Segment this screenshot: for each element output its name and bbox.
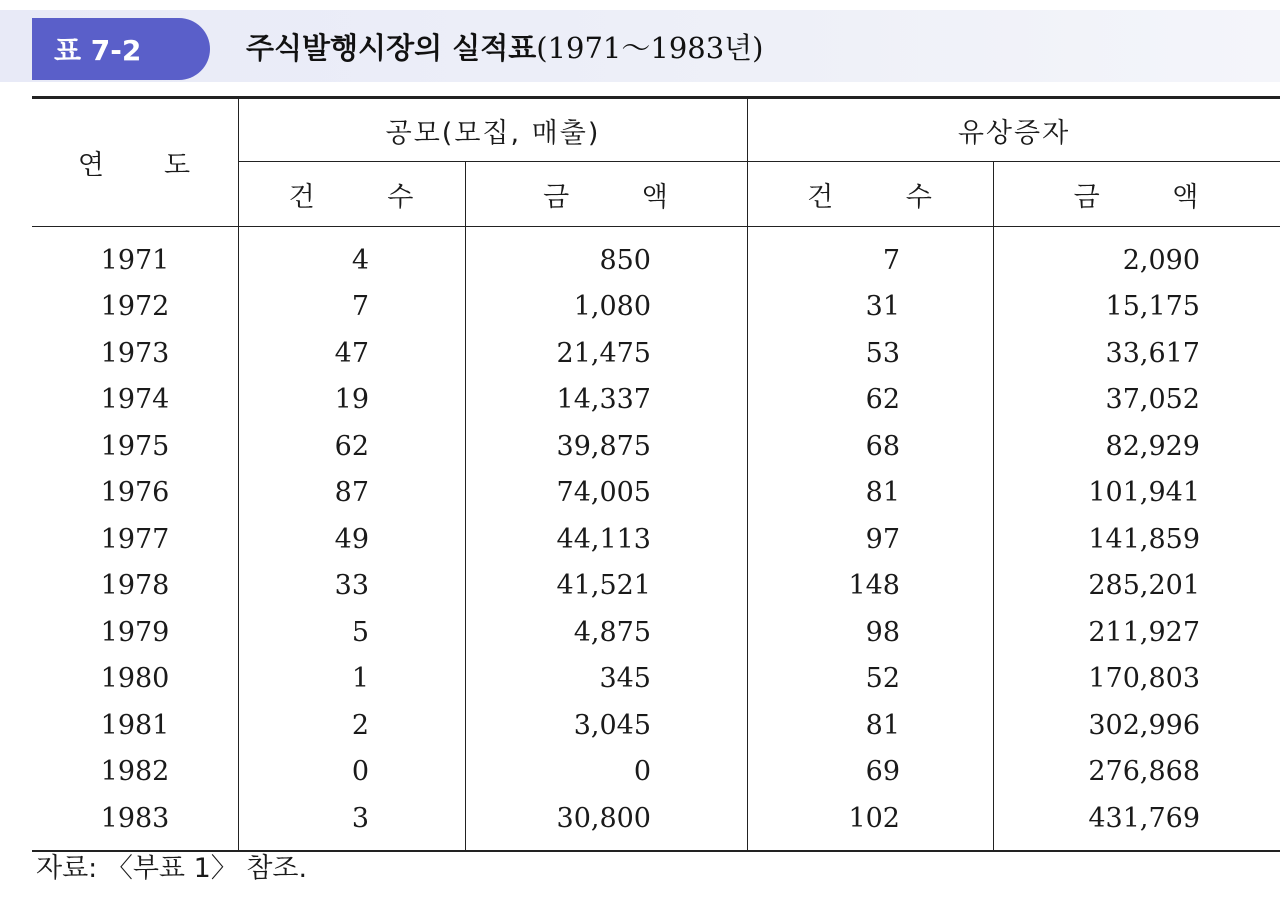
- year-cell: 1977: [32, 516, 239, 563]
- table-row: [32, 749, 1280, 796]
- year-cell: 1976: [32, 470, 239, 517]
- rights-amount-cell: 431,769: [994, 795, 1280, 851]
- public-count-cell: 3: [239, 795, 466, 851]
- year-cell: 1981: [32, 702, 239, 749]
- public-amount-cell: 21,475: [466, 330, 748, 377]
- rights-amount-cell: 285,201: [1088, 570, 1200, 602]
- rights-amount-cell: 82,929: [1105, 430, 1200, 462]
- public-amount-cell: 41,521: [466, 563, 748, 610]
- public-amount-cell: 39,875: [466, 423, 748, 470]
- rights-count-cell: 69: [748, 749, 994, 796]
- public-amount-cell: 4,875: [466, 609, 748, 656]
- table-row: [32, 423, 1280, 470]
- public-count-cell: 49: [239, 516, 466, 563]
- year-cell: 1972: [32, 284, 239, 331]
- header-rights-issue: 유상증자: [748, 98, 1280, 162]
- rights-amount-cell: 15,175: [1105, 291, 1200, 323]
- rights-count-cell: 68: [748, 423, 994, 470]
- table-row: [32, 702, 1280, 749]
- table-row: [32, 656, 1280, 703]
- rights-count-cell: 7: [748, 227, 994, 284]
- public-amount-cell: 44,113: [466, 516, 748, 563]
- rights-amount-cell: 302,996: [1088, 709, 1200, 741]
- rights-count-cell: 102: [748, 795, 994, 851]
- title-text: 주식발행시장의 실적표: [246, 31, 537, 65]
- rights-count-cell: 31: [748, 284, 994, 331]
- stock-issuance-table: [32, 96, 1280, 852]
- header-public-count: 건 수: [239, 162, 466, 227]
- rights-count-cell: 81: [748, 470, 994, 517]
- year-cell: 1974: [32, 377, 239, 424]
- public-count-cell: 47: [239, 330, 466, 377]
- public-count-cell: 4: [239, 227, 466, 284]
- source-note: 자료: 〈부표 1〉 참조.: [36, 853, 308, 884]
- year-cell: 1983: [32, 795, 239, 851]
- table-row: [32, 284, 1280, 331]
- rights-amount-cell: 33,617: [1105, 337, 1200, 369]
- public-amount-cell: 30,800: [466, 795, 748, 851]
- table-row: [32, 377, 1280, 424]
- rights-count-cell: 81: [748, 702, 994, 749]
- public-amount-cell: 850: [466, 227, 748, 284]
- rights-count-cell: 98: [748, 609, 994, 656]
- rights-amount-cell: 37,052: [1105, 384, 1200, 416]
- header-public-amount: 금 액: [466, 162, 748, 227]
- public-count-cell: 62: [239, 423, 466, 470]
- header-public-offering: 공모(모집, 매출): [239, 98, 748, 162]
- public-count-cell: 1: [239, 656, 466, 703]
- rights-amount-cell: 101,941: [1088, 477, 1200, 509]
- rights-count-cell: 52: [748, 656, 994, 703]
- public-count-cell: 2: [239, 702, 466, 749]
- public-count-cell: 7: [239, 284, 466, 331]
- table-row: [32, 563, 1280, 610]
- header-year: 연 도: [32, 98, 239, 227]
- rights-amount-cell: 276,868: [1088, 756, 1200, 788]
- public-count-cell: 33: [239, 563, 466, 610]
- rights-amount-cell: 141,859: [1088, 523, 1200, 555]
- title-range: (1971～1983년): [536, 31, 764, 65]
- public-count-cell: 5: [239, 609, 466, 656]
- table-row: [32, 609, 1280, 656]
- rights-count-cell: 148: [748, 563, 994, 610]
- table-row: [32, 795, 1280, 851]
- year-cell: 1980: [32, 656, 239, 703]
- public-amount-cell: 1,080: [466, 284, 748, 331]
- rights-amount-cell: 2,090: [1122, 244, 1200, 276]
- table-row: [32, 330, 1280, 377]
- public-amount-cell: 3,045: [466, 702, 748, 749]
- year-cell: 1975: [32, 423, 239, 470]
- table-row: [32, 227, 1280, 284]
- public-amount-cell: 0: [466, 749, 748, 796]
- public-count-cell: 0: [239, 749, 466, 796]
- public-amount-cell: 345: [466, 656, 748, 703]
- page-title: [246, 26, 764, 67]
- table-body: [32, 227, 1280, 851]
- public-amount-cell: 14,337: [466, 377, 748, 424]
- rights-count-cell: 53: [748, 330, 994, 377]
- public-count-cell: 87: [239, 470, 466, 517]
- public-count-cell: 19: [239, 377, 466, 424]
- year-cell: 1971: [32, 227, 239, 284]
- public-amount-cell: 74,005: [466, 470, 748, 517]
- rights-count-cell: 97: [748, 516, 994, 563]
- year-cell: 1982: [32, 749, 239, 796]
- table-number-badge: 표 7-2: [32, 18, 210, 80]
- rights-amount-cell: 211,927: [1088, 616, 1200, 648]
- year-cell: 1979: [32, 609, 239, 656]
- rights-count-cell: 62: [748, 377, 994, 424]
- table-row: [32, 470, 1280, 517]
- rights-amount-cell: 170,803: [1088, 663, 1200, 695]
- table-row: [32, 516, 1280, 563]
- header-rights-amount: 금 액: [994, 162, 1280, 227]
- year-cell: 1973: [32, 330, 239, 377]
- header-rights-count: 건 수: [748, 162, 994, 227]
- year-cell: 1978: [32, 563, 239, 610]
